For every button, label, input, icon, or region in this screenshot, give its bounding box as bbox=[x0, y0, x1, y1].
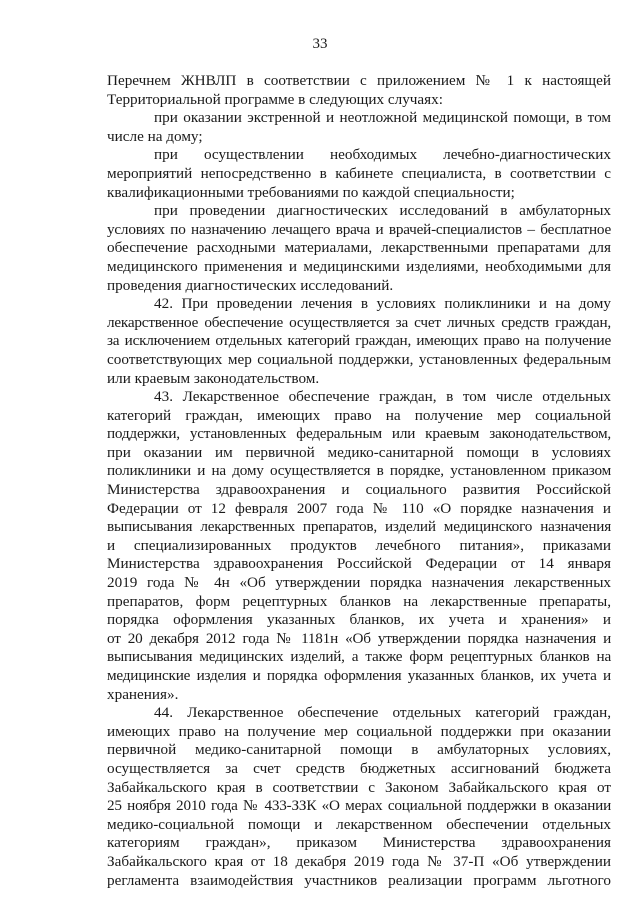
text-line: или краевым законодательством. bbox=[107, 369, 320, 387]
text-line: Территориальной программе в следующих случаях: bbox=[107, 90, 443, 108]
text-line: 43. Лекарственное обеспечение граждан, в том числе отдельных bbox=[154, 388, 611, 406]
text-line: выписывания лекарственных препаратов, изделий медицинского назначения bbox=[107, 518, 611, 536]
text-line: медицинские изделия и порядка оформления указанных бланков, их учета и bbox=[107, 667, 611, 684]
text-line: хранения». bbox=[107, 685, 179, 703]
text-line: 44. Лекарственное обеспечение отдельных категорий граждан, bbox=[154, 704, 611, 722]
text-line: препаратов, форм рецептурных бланков на лекарственные препараты, bbox=[107, 592, 611, 610]
text-line: и специализированных продуктов лечебного питания», приказами bbox=[107, 536, 611, 554]
document-body bbox=[107, 72, 611, 890]
text-line: мероприятий непосредственно в кабинете специалиста, в соответствии с bbox=[107, 164, 611, 182]
text-line: поддержки, установленных федеральным или краевым законодательством, bbox=[107, 425, 611, 443]
text-line: за исключением отдельных категорий граждан, имеющих право на получение bbox=[107, 332, 611, 350]
text-line: 2019 года № 4н «Об утверждении порядка назначения лекарственных bbox=[107, 574, 611, 592]
text-line: числе на дому; bbox=[107, 127, 203, 145]
text-line: медицинского применения и медицинскими изделиями, необходимыми для bbox=[107, 257, 611, 275]
page-number: 33 bbox=[312, 36, 328, 52]
text-line: квалификационными требованиями по каждой специальности; bbox=[107, 183, 515, 201]
text-line: имеющих право на получение мер социальной поддержки при оказании bbox=[107, 722, 611, 740]
text-line: регламента взаимодействия участников реализации программ льготного bbox=[107, 871, 611, 889]
text-line: осуществляется за счет средств бюджетных ассигнований бюджета bbox=[107, 759, 611, 777]
text-line: соответствующих мер социальной поддержки, установленных федеральным bbox=[107, 350, 611, 368]
text-line: порядка оформления указанных бланков, их учета и хранения» и bbox=[107, 611, 611, 629]
text-line: Министерства здравоохранения Российской Федерации от 14 января bbox=[107, 555, 611, 573]
text-line: при оказании им первичной медико-санитарной помощи в условиях bbox=[107, 443, 611, 461]
text-line: Забайкальского края в соответствии с Законом Забайкальского края от bbox=[107, 778, 611, 796]
text-line: 42. При проведении лечения в условиях поликлиники и на дому bbox=[154, 295, 611, 313]
text-line: поликлиники и на дому осуществляется в порядке, установленном приказом bbox=[107, 462, 611, 480]
text-line: выписывания медицинских изделий, а также форм рецептурных бланков на bbox=[107, 648, 611, 666]
text-line: при проведении диагностических исследований в амбулаторных bbox=[154, 202, 611, 220]
text-line: проведения диагностических исследований. bbox=[107, 276, 394, 294]
text-line: при осуществлении необходимых лечебно-диагностических bbox=[154, 146, 611, 164]
text-line: категориям граждан», приказом Министерства здравоохранения bbox=[107, 834, 611, 852]
text-line: 25 ноября 2010 года № 433-ЗЗК «О мерах социальной поддержки в оказании bbox=[107, 797, 611, 815]
text-line: категорий граждан, имеющих право на получение мер социальной bbox=[107, 406, 611, 424]
text-line: обеспечение расходными материалами, лекарственными препаратами для bbox=[107, 239, 611, 257]
text-line: Федерации от 12 февраля 2007 года № 110 «О порядке назначения и bbox=[107, 499, 611, 517]
text-line: при оказании экстренной и неотложной медицинской помощи, в том bbox=[154, 109, 611, 127]
text-line: от 20 декабря 2012 года № 1181н «Об утверждении порядка назначения и bbox=[107, 629, 611, 647]
text-line: Перечнем ЖНВЛП в соответствии с приложением № 1 к настоящей bbox=[107, 72, 611, 89]
text-line: условиях по назначению лечащего врача и врачей-специалистов – бесплатное bbox=[107, 220, 611, 238]
text-line: Министерства здравоохранения и социального развития Российской bbox=[107, 481, 611, 499]
text-line: первичной медико-санитарной помощи в амбулаторных условиях, bbox=[107, 741, 611, 759]
text-line: лекарственное обеспечение осуществляется за счет личных средств граждан, bbox=[107, 313, 611, 331]
text-line: Забайкальского края от 18 декабря 2019 года № 37-П «Об утверждении bbox=[107, 852, 611, 870]
text-line: медико-социальной помощи и лекарственном обеспечении отдельных bbox=[107, 815, 611, 833]
